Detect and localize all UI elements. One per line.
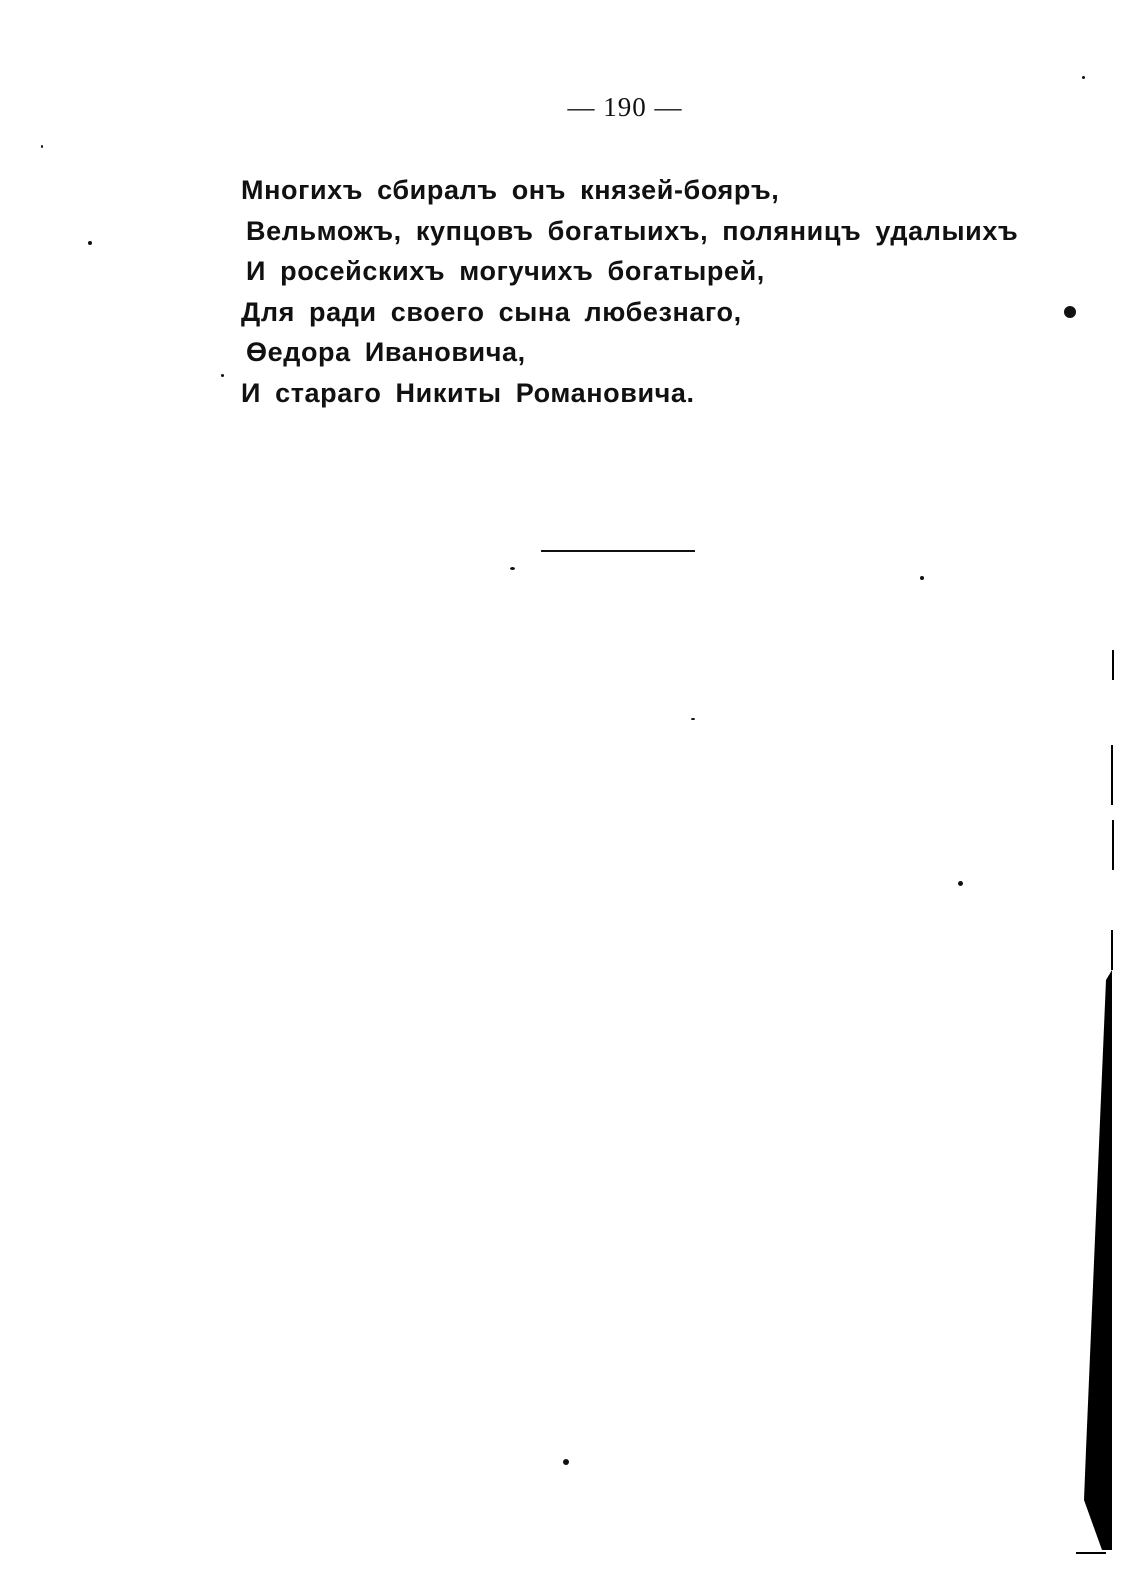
verse-line-6: И стараго Никиты Романовича.	[241, 377, 695, 408]
scan-speck	[510, 567, 515, 570]
scan-speck	[920, 576, 924, 580]
verse-line-1: Многихъ сбиралъ онъ князей-бояръ,	[241, 175, 780, 205]
scan-speck	[1064, 306, 1076, 318]
scan-speck	[1082, 76, 1085, 79]
verse-line-5: Өедора Ивановича,	[246, 337, 526, 367]
scan-speck	[221, 374, 224, 377]
scan-speck	[958, 881, 963, 886]
scan-speck	[691, 718, 695, 720]
page-number: — 190 —	[567, 92, 683, 122]
verse-line-3: И росейскихъ могучихъ богатырей,	[246, 256, 765, 286]
scan-speck	[41, 145, 43, 148]
page-edge-shadow	[1076, 650, 1116, 1578]
verse-line-4: Для ради своего сына любезнаго,	[241, 296, 742, 327]
verse-block	[241, 170, 1018, 413]
scan-speck	[88, 241, 92, 245]
section-end-rule	[541, 550, 695, 552]
scan-speck	[563, 1459, 569, 1465]
verse-line-2: Вельможъ, купцовъ богатыихъ, поляницъ удалыихъ	[246, 215, 1019, 246]
